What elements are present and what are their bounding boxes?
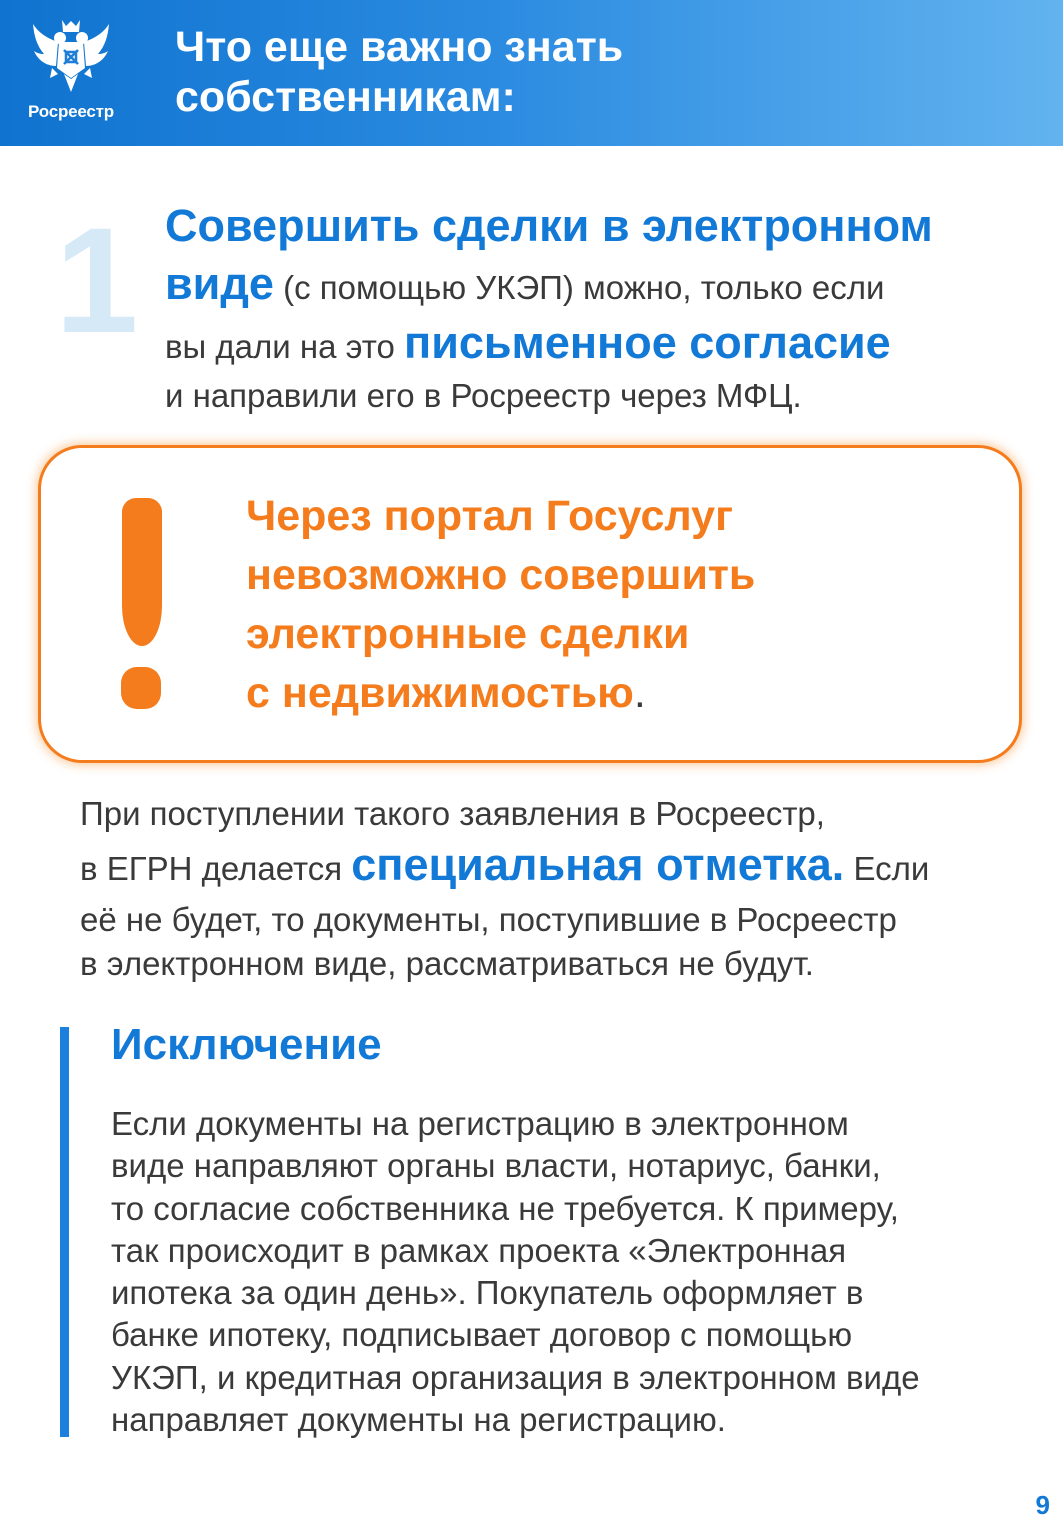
exception-line: УКЭП, и кредитная организация в электронном виде xyxy=(111,1358,920,1396)
exception-line: ипотека за один день». Покупатель оформляет в xyxy=(111,1274,864,1312)
warning-text xyxy=(246,487,986,723)
highlight-written-consent: письменное согласие xyxy=(404,317,891,368)
page-number: 9 xyxy=(1035,1490,1050,1520)
note-line-2-text: в ЕГРН делается xyxy=(80,850,352,887)
exception-title: Исключение xyxy=(111,1020,382,1069)
exception-line: направляет документы на регистрацию. xyxy=(111,1401,726,1439)
note-line-4: в электронном виде, рассматриваться не будут. xyxy=(80,945,814,982)
note-line-3: её не будет, то документы, поступившие в Росреестр xyxy=(80,901,897,938)
warning-line-1: Через портал Госуслуг xyxy=(246,492,733,540)
exception-line: Если документы на регистрацию в электронном xyxy=(111,1105,849,1142)
highlight-electronic-deals: Совершить сделки в электронном xyxy=(165,200,933,251)
warning-line-4: с недвижимостью xyxy=(246,669,634,717)
section-1-paragraph xyxy=(165,195,1025,417)
exception-line: виде направляют органы власти, нотариус, банки, xyxy=(111,1147,881,1185)
page-title xyxy=(175,22,1035,122)
page-header xyxy=(0,0,1063,146)
exception-accent-bar xyxy=(60,1027,69,1437)
mfc-text: и направили его в Росреестр через МФЦ. xyxy=(165,377,802,414)
eagle-emblem-icon xyxy=(32,16,110,96)
warning-line-2: невозможно совершить xyxy=(246,551,756,599)
note-line-2-end: Если xyxy=(844,850,930,887)
highlight-special-mark: специальная отметка. xyxy=(351,839,845,890)
exception-line: так происходит в рамках проекта «Электронная xyxy=(111,1231,847,1269)
ukep-text: (с помощью УКЭП) можно, только если xyxy=(273,269,885,306)
highlight-form: виде xyxy=(165,258,274,309)
warning-period: . xyxy=(633,669,646,717)
note-line-1: При поступлении такого заявления в Росреестр, xyxy=(80,795,825,832)
exception-body xyxy=(111,1103,1031,1441)
exclamation-dot-icon xyxy=(121,667,161,709)
title-line-1: Что еще важно знать xyxy=(175,23,624,71)
exception-line: банке ипотеку, подписывает договор с помощью xyxy=(111,1316,853,1354)
consent-prefix: вы дали на это xyxy=(165,328,405,365)
logo-text: Росреестр xyxy=(28,102,114,121)
warning-line-3: электронные сделки xyxy=(246,610,690,658)
note-paragraph xyxy=(80,792,1020,986)
title-line-2: собственникам: xyxy=(175,73,516,121)
exclamation-icon xyxy=(122,498,162,646)
rosreestr-logo xyxy=(22,16,120,126)
exception-line: то согласие собственника не требуется. К примеру, xyxy=(111,1189,899,1227)
section-number: 1 xyxy=(55,196,139,364)
